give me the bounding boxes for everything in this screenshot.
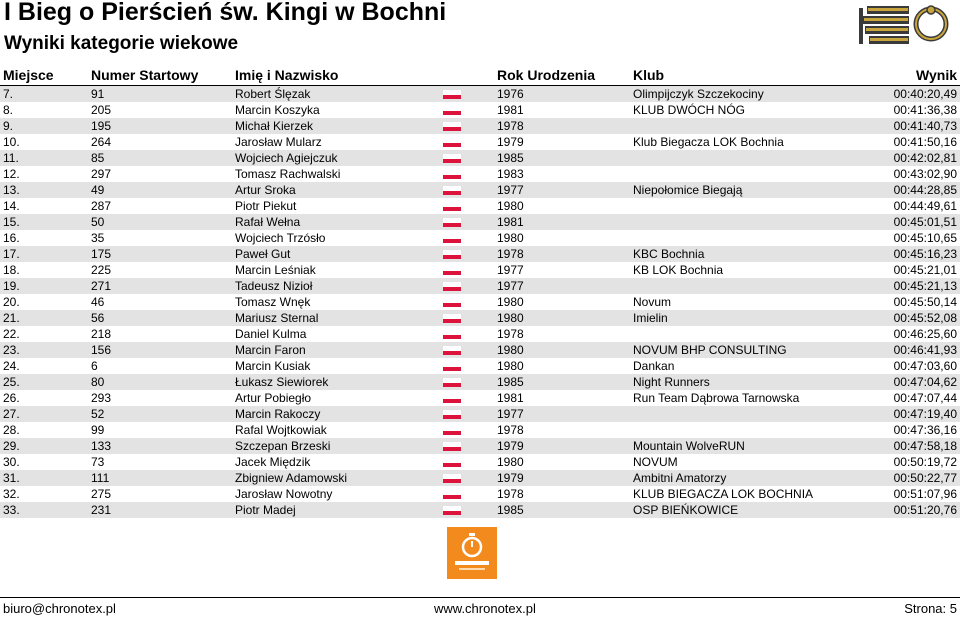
poland-flag-icon	[443, 90, 461, 99]
cell-name: Łukasz Siewiorek	[235, 375, 329, 389]
cell-time: 00:41:50,16	[893, 135, 957, 149]
cell-club: Run Team Dąbrowa Tarnowska	[633, 391, 800, 405]
cell-number: 195	[91, 119, 112, 133]
cell-number: 99	[91, 423, 105, 437]
col-club-header: Klub	[633, 67, 665, 83]
cell-time: 00:51:20,76	[893, 503, 957, 517]
table-row	[0, 166, 960, 182]
poland-flag-icon	[443, 106, 461, 115]
cell-number: 73	[91, 455, 105, 469]
cell-time: 00:45:50,14	[893, 295, 957, 309]
cell-time: 00:47:03,60	[893, 359, 957, 373]
cell-name: Mariusz Sternal	[235, 311, 319, 325]
sponsor-logo	[447, 527, 497, 579]
table-row	[0, 182, 960, 198]
cell-time: 00:45:16,23	[893, 247, 957, 261]
cell-name: Rafal Wojtkowiak	[235, 423, 327, 437]
cell-place: 19.	[3, 279, 20, 293]
cell-name: Jacek Międzik	[235, 455, 311, 469]
cell-time: 00:47:07,44	[893, 391, 957, 405]
cell-place: 17.	[3, 247, 20, 261]
table-row	[0, 406, 960, 422]
cell-number: 287	[91, 199, 112, 213]
poland-flag-icon	[443, 362, 461, 371]
cell-name: Artur Sroka	[235, 183, 296, 197]
table-row	[0, 326, 960, 342]
cell-name: Robert Ślęzak	[235, 87, 311, 101]
cell-number: 297	[91, 167, 112, 181]
table-row	[0, 438, 960, 454]
cell-name: Wojciech Trzósło	[235, 231, 326, 245]
poland-flag-icon	[443, 266, 461, 275]
poland-flag-icon	[443, 442, 461, 451]
cell-name: Tomasz Wnęk	[235, 295, 311, 309]
cell-year: 1978	[497, 327, 524, 341]
cell-place: 25.	[3, 375, 20, 389]
footer-divider	[0, 597, 960, 598]
cell-time: 00:45:01,51	[893, 215, 957, 229]
cell-year: 1978	[497, 119, 524, 133]
cell-number: 49	[91, 183, 105, 197]
cell-place: 20.	[3, 295, 20, 309]
cell-number: 111	[91, 471, 110, 485]
table-row	[0, 390, 960, 406]
table-row	[0, 86, 960, 102]
cell-year: 1979	[497, 471, 524, 485]
cell-number: 271	[91, 279, 112, 293]
cell-time: 00:50:22,77	[893, 471, 957, 485]
cell-year: 1980	[497, 199, 524, 213]
cell-name: Tomasz Rachwalski	[235, 167, 341, 181]
cell-club: KLUB BIEGACZA LOK BOCHNIA	[633, 487, 814, 501]
poland-flag-icon	[443, 346, 461, 355]
table-row	[0, 102, 960, 118]
cell-name: Marcin Rakoczy	[235, 407, 321, 421]
cell-place: 29.	[3, 439, 20, 453]
cell-place: 21.	[3, 311, 20, 325]
cell-club: NOVUM BHP CONSULTING	[633, 343, 787, 357]
cell-name: Zbigniew Adamowski	[235, 471, 348, 485]
poland-flag-icon	[443, 298, 461, 307]
cell-name: Marcin Kusiak	[235, 359, 311, 373]
cell-year: 1978	[497, 247, 524, 261]
cell-year: 1980	[497, 455, 524, 469]
cell-year: 1981	[497, 215, 524, 229]
cell-name: Marcin Leśniak	[235, 263, 316, 277]
cell-number: 6	[91, 359, 98, 373]
cell-place: 23.	[3, 343, 20, 357]
poland-flag-icon	[443, 426, 461, 435]
page-title: I Bieg o Pierścień św. Kingi w Bochni	[4, 0, 447, 26]
cell-name: Rafał Wełna	[235, 215, 301, 229]
table-row	[0, 374, 960, 390]
cell-club: OSP BIEŃKOWICE	[633, 503, 739, 517]
cell-number: 205	[91, 103, 112, 117]
cell-name: Michał Kierzek	[235, 119, 314, 133]
cell-year: 1981	[497, 391, 524, 405]
cell-name: Piotr Madej	[235, 503, 296, 517]
cell-name: Paweł Gut	[235, 247, 291, 261]
results-table	[0, 86, 960, 518]
cell-club: KLUB DWÓCH NÓG	[633, 103, 746, 117]
cell-time: 00:45:21,13	[893, 279, 957, 293]
table-row	[0, 454, 960, 470]
cell-name: Jarosław Mularz	[235, 135, 322, 149]
col-place-header: Miejsce	[3, 67, 54, 83]
cell-year: 1977	[497, 407, 524, 421]
footer-website-link[interactable]: www.chronotex.pl	[434, 601, 536, 616]
col-number-header: Numer Startowy	[91, 67, 199, 83]
cell-place: 32.	[3, 487, 20, 501]
table-row	[0, 342, 960, 358]
poland-flag-icon	[443, 410, 461, 419]
poland-flag-icon	[443, 186, 461, 195]
cell-year: 1980	[497, 343, 524, 357]
cell-place: 31.	[3, 471, 20, 485]
cell-year: 1978	[497, 487, 524, 501]
cell-number: 35	[91, 231, 105, 245]
poland-flag-icon	[443, 394, 461, 403]
poland-flag-icon	[443, 218, 461, 227]
cell-time: 00:41:36,38	[893, 103, 957, 117]
table-row	[0, 150, 960, 166]
poland-flag-icon	[443, 138, 461, 147]
cell-name: Tadeusz Nizioł	[235, 279, 313, 293]
cell-place: 22.	[3, 327, 20, 341]
cell-time: 00:47:58,18	[893, 439, 957, 453]
cell-year: 1981	[497, 103, 524, 117]
cell-number: 225	[91, 263, 112, 277]
cell-time: 00:44:28,85	[893, 183, 957, 197]
footer-page-number: Strona: 5	[904, 601, 957, 616]
cell-name: Szczepan Brzeski	[235, 439, 331, 453]
table-row	[0, 310, 960, 326]
cell-time: 00:46:25,60	[893, 327, 957, 341]
cell-time: 00:50:19,72	[893, 455, 957, 469]
cell-place: 16.	[3, 231, 20, 245]
table-row	[0, 230, 960, 246]
poland-flag-icon	[443, 458, 461, 467]
cell-name: Marcin Koszyka	[235, 103, 320, 117]
cell-name: Piotr Piekut	[235, 199, 297, 213]
table-header	[0, 65, 960, 85]
cell-place: 27.	[3, 407, 20, 421]
cell-place: 12.	[3, 167, 20, 181]
cell-place: 28.	[3, 423, 20, 437]
cell-time: 00:41:40,73	[893, 119, 957, 133]
col-year-header: Rok Urodzenia	[497, 67, 596, 83]
cell-club: Mountain WolveRUN	[633, 439, 745, 453]
cell-club: Olimpijczyk Szczekociny	[633, 87, 764, 101]
cell-place: 10.	[3, 135, 20, 149]
cell-time: 00:42:02,81	[893, 151, 957, 165]
table-row	[0, 358, 960, 374]
cell-year: 1979	[497, 439, 524, 453]
cell-number: 56	[91, 311, 105, 325]
cell-number: 46	[91, 295, 105, 309]
cell-place: 7.	[3, 87, 14, 101]
cell-time: 00:47:19,40	[893, 407, 957, 421]
table-row	[0, 198, 960, 214]
cell-number: 218	[91, 327, 112, 341]
cell-club: Klub Biegacza LOK Bochnia	[633, 135, 784, 149]
cell-place: 15.	[3, 215, 20, 229]
table-row	[0, 470, 960, 486]
table-row	[0, 278, 960, 294]
cell-year: 1977	[497, 263, 524, 277]
cell-year: 1985	[497, 503, 524, 517]
cell-place: 30.	[3, 455, 20, 469]
poland-flag-icon	[443, 202, 461, 211]
col-name-header: Imię i Nazwisko	[235, 67, 339, 83]
cell-time: 00:40:20,49	[893, 87, 957, 101]
cell-year: 1980	[497, 295, 524, 309]
cell-number: 52	[91, 407, 105, 421]
poland-flag-icon	[443, 314, 461, 323]
cell-place: 13.	[3, 183, 20, 197]
table-row	[0, 118, 960, 134]
cell-time: 00:45:52,08	[893, 311, 957, 325]
table-row	[0, 422, 960, 438]
cell-club: Dankan	[633, 359, 675, 373]
cell-name: Artur Pobiegło	[235, 391, 312, 405]
cell-club: Ambitni Amatorzy	[633, 471, 727, 485]
cell-number: 175	[91, 247, 112, 261]
poland-flag-icon	[443, 378, 461, 387]
cell-place: 18.	[3, 263, 20, 277]
table-row	[0, 246, 960, 262]
table-row	[0, 134, 960, 150]
cell-place: 8.	[3, 103, 14, 117]
cell-time: 00:45:10,65	[893, 231, 957, 245]
cell-name: Wojciech Agiejczuk	[235, 151, 338, 165]
cell-club: KBC Bochnia	[633, 247, 705, 261]
page-subtitle: Wyniki kategorie wiekowe	[4, 33, 239, 54]
table-row	[0, 294, 960, 310]
poland-flag-icon	[443, 122, 461, 131]
poland-flag-icon	[443, 250, 461, 259]
cell-club: Night Runners	[633, 375, 710, 389]
cell-number: 91	[91, 87, 105, 101]
cell-year: 1983	[497, 167, 524, 181]
cell-time: 00:43:02,90	[893, 167, 957, 181]
cell-year: 1985	[497, 151, 524, 165]
cell-place: 33.	[3, 503, 20, 517]
cell-place: 11.	[3, 151, 19, 165]
cell-time: 00:47:04,62	[893, 375, 957, 389]
cell-number: 133	[91, 439, 112, 453]
cell-club: Imielin	[633, 311, 668, 325]
poland-flag-icon	[443, 154, 461, 163]
poland-flag-icon	[443, 474, 461, 483]
poland-flag-icon	[443, 330, 461, 339]
table-row	[0, 214, 960, 230]
cell-year: 1979	[497, 135, 524, 149]
cell-place: 26.	[3, 391, 20, 405]
cell-place: 24.	[3, 359, 20, 373]
cell-year: 1980	[497, 311, 524, 325]
cell-time: 00:44:49,61	[893, 199, 957, 213]
cell-year: 1976	[497, 87, 524, 101]
cell-name: Marcin Faron	[235, 343, 306, 357]
cell-number: 275	[91, 487, 112, 501]
cell-time: 00:47:36,16	[893, 423, 957, 437]
table-row	[0, 486, 960, 502]
cell-number: 293	[91, 391, 112, 405]
cell-year: 1977	[497, 183, 524, 197]
poland-flag-icon	[443, 506, 461, 515]
cell-number: 85	[91, 151, 105, 165]
cell-name: Daniel Kulma	[235, 327, 307, 341]
cell-number: 80	[91, 375, 105, 389]
cell-number: 231	[91, 503, 112, 517]
cell-time: 00:51:07,96	[893, 487, 957, 501]
cell-year: 1985	[497, 375, 524, 389]
cell-number: 50	[91, 215, 105, 229]
poland-flag-icon	[443, 282, 461, 291]
cell-number: 156	[91, 343, 112, 357]
cell-year: 1980	[497, 359, 524, 373]
cell-place: 14.	[3, 199, 20, 213]
cell-number: 264	[91, 135, 112, 149]
table-row	[0, 262, 960, 278]
event-logo	[855, 2, 955, 52]
cell-year: 1980	[497, 231, 524, 245]
cell-name: Jarosław Nowotny	[235, 487, 333, 501]
cell-time: 00:46:41,93	[893, 343, 957, 357]
cell-place: 9.	[3, 119, 14, 133]
cell-club: Novum	[633, 295, 672, 309]
poland-flag-icon	[443, 490, 461, 499]
cell-time: 00:45:21,01	[893, 263, 957, 277]
cell-year: 1977	[497, 279, 524, 293]
cell-year: 1978	[497, 423, 524, 437]
cell-club: KB LOK Bochnia	[633, 263, 724, 277]
poland-flag-icon	[443, 234, 461, 243]
cell-club: Niepołomice Biegają	[633, 183, 743, 197]
table-row	[0, 502, 960, 518]
footer-email-link[interactable]: biuro@chronotex.pl	[3, 601, 116, 616]
col-time-header: Wynik	[916, 67, 957, 83]
poland-flag-icon	[443, 170, 461, 179]
cell-club: NOVUM	[633, 455, 678, 469]
